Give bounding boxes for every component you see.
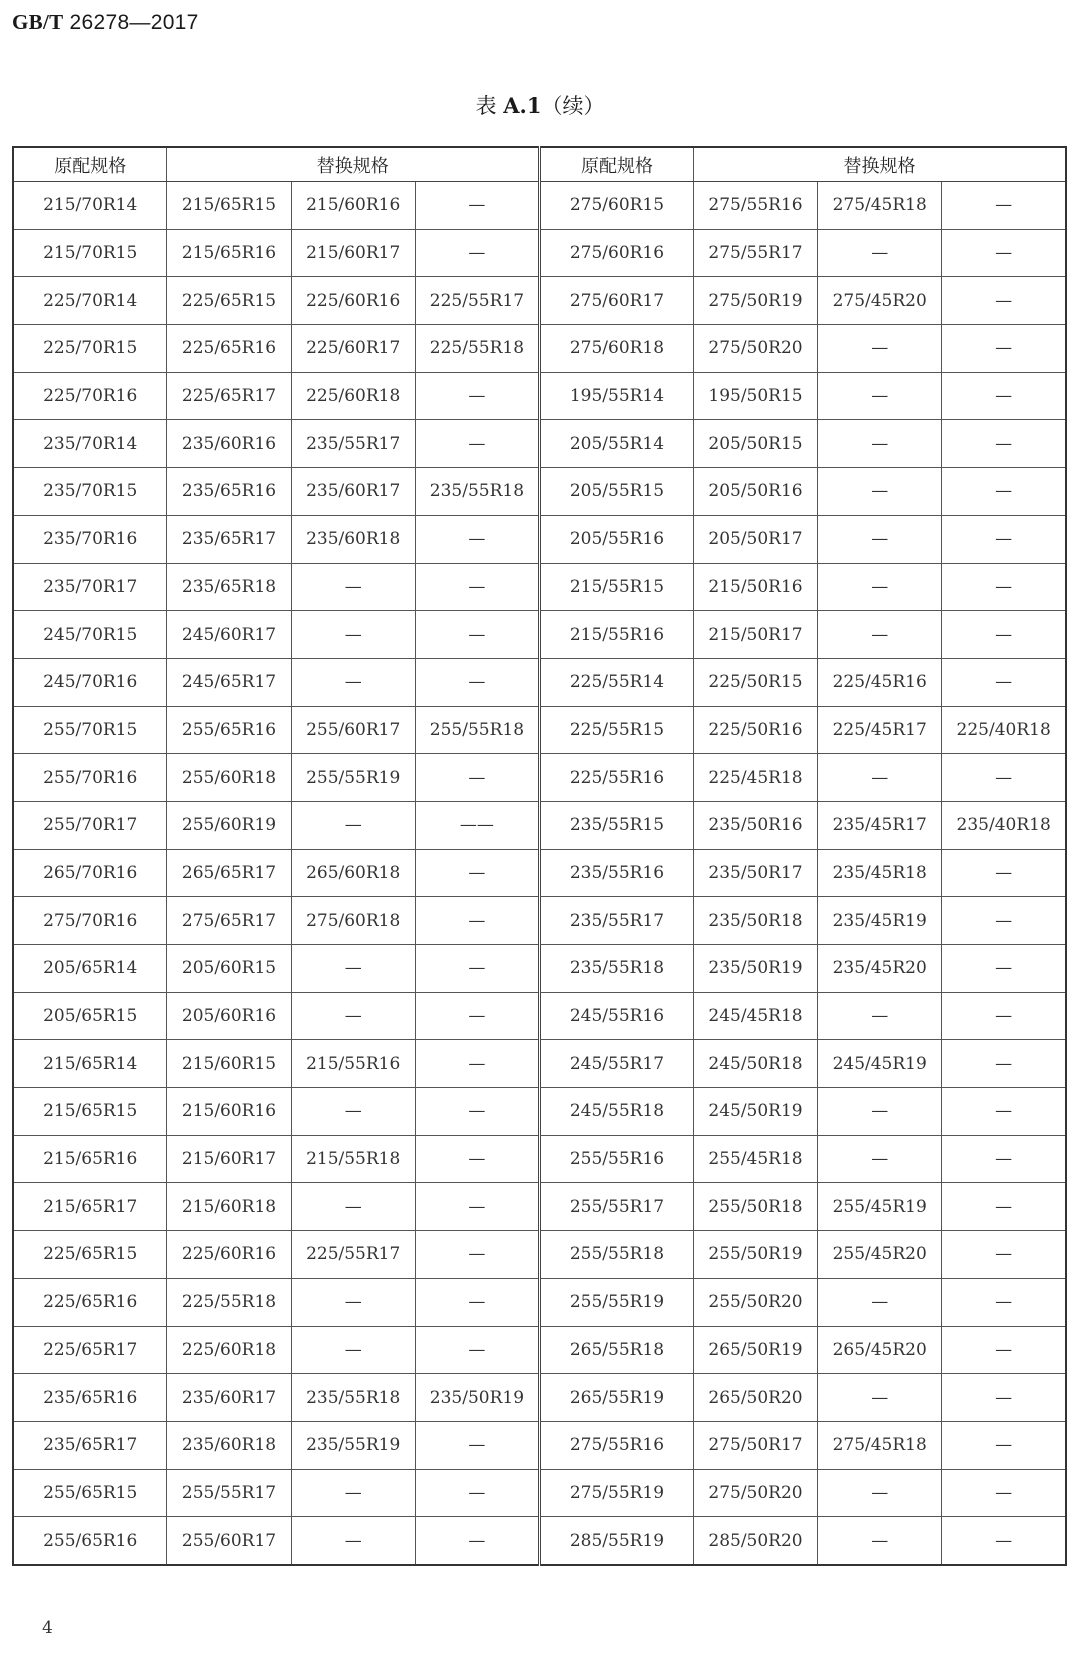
replacement-spec-cell-right: — bbox=[818, 1088, 942, 1136]
replacement-spec-cell-right: — bbox=[942, 229, 1066, 277]
replacement-spec-cell-right: 255/50R20 bbox=[693, 1278, 817, 1326]
replacement-spec-cell-left: 235/55R17 bbox=[291, 420, 415, 468]
table-title-suffix: （续） bbox=[541, 94, 605, 118]
replacement-spec-cell-right: — bbox=[942, 754, 1066, 802]
replacement-spec-cell-left: 205/60R16 bbox=[167, 992, 291, 1040]
replacement-spec-cell-right: 255/45R20 bbox=[818, 1231, 942, 1279]
replacement-spec-cell-left: 255/55R19 bbox=[291, 754, 415, 802]
replacement-spec-cell-left: 225/65R17 bbox=[167, 372, 291, 420]
original-spec-cell-right: 275/60R16 bbox=[540, 229, 694, 277]
table-header-row bbox=[13, 147, 1066, 182]
replacement-spec-cell-right: 275/50R17 bbox=[693, 1421, 817, 1469]
replacement-spec-cell-left: 235/60R17 bbox=[291, 468, 415, 516]
replacement-spec-cell-right: — bbox=[818, 1135, 942, 1183]
table-row bbox=[13, 658, 1066, 706]
replacement-spec-cell-right: — bbox=[942, 897, 1066, 945]
replacement-spec-cell-right: — bbox=[818, 420, 942, 468]
replacement-spec-cell-right: 275/50R20 bbox=[693, 1469, 817, 1517]
replacement-spec-cell-left: — bbox=[415, 420, 539, 468]
replacement-spec-cell-left: 225/60R16 bbox=[167, 1231, 291, 1279]
table-row bbox=[13, 277, 1066, 325]
replacement-spec-cell-right: 245/45R19 bbox=[818, 1040, 942, 1088]
replacement-spec-cell-right: — bbox=[942, 945, 1066, 993]
replacement-spec-cell-right: — bbox=[818, 468, 942, 516]
replacement-spec-cell-right: 275/45R18 bbox=[818, 182, 942, 230]
table-row bbox=[13, 229, 1066, 277]
original-spec-cell-right: 235/55R17 bbox=[540, 897, 694, 945]
original-spec-cell-right: 225/55R14 bbox=[540, 658, 694, 706]
original-spec-cell-right: 205/55R16 bbox=[540, 515, 694, 563]
replacement-spec-cell-right: — bbox=[942, 515, 1066, 563]
replacement-spec-cell-left: — bbox=[291, 801, 415, 849]
replacement-spec-cell-right: — bbox=[818, 1517, 942, 1565]
table-row bbox=[13, 1135, 1066, 1183]
original-spec-cell-left: 255/70R16 bbox=[13, 754, 167, 802]
original-spec-cell-left: 255/65R15 bbox=[13, 1469, 167, 1517]
replacement-spec-cell-right: 275/45R18 bbox=[818, 1421, 942, 1469]
replacement-spec-cell-right: — bbox=[942, 1278, 1066, 1326]
replacement-spec-cell-left: —— bbox=[415, 801, 539, 849]
replacement-spec-cell-left: — bbox=[415, 1421, 539, 1469]
replacement-spec-cell-left: 215/65R15 bbox=[167, 182, 291, 230]
original-spec-cell-left: 235/65R16 bbox=[13, 1374, 167, 1422]
replacement-spec-cell-right: 255/45R18 bbox=[693, 1135, 817, 1183]
original-spec-cell-right: 245/55R18 bbox=[540, 1088, 694, 1136]
standard-code bbox=[12, 10, 199, 35]
replacement-spec-cell-right: — bbox=[818, 325, 942, 373]
original-spec-cell-left: 225/70R16 bbox=[13, 372, 167, 420]
replacement-spec-cell-left: — bbox=[415, 897, 539, 945]
replacement-spec-cell-left: 225/55R17 bbox=[415, 277, 539, 325]
original-spec-cell-right: 205/55R14 bbox=[540, 420, 694, 468]
replacement-spec-cell-right: 215/50R17 bbox=[693, 611, 817, 659]
original-spec-cell-left: 255/70R17 bbox=[13, 801, 167, 849]
replacement-spec-cell-left: — bbox=[415, 1040, 539, 1088]
replacement-spec-cell-left: — bbox=[415, 563, 539, 611]
table-row bbox=[13, 849, 1066, 897]
replacement-spec-cell-left: 235/65R18 bbox=[167, 563, 291, 611]
table-row bbox=[13, 1278, 1066, 1326]
table-row bbox=[13, 1183, 1066, 1231]
replacement-spec-cell-left: 265/60R18 bbox=[291, 849, 415, 897]
replacement-spec-cell-right: — bbox=[818, 1374, 942, 1422]
replacement-spec-cell-right: 235/40R18 bbox=[942, 801, 1066, 849]
replacement-spec-cell-left: 215/60R17 bbox=[291, 229, 415, 277]
replacement-spec-cell-right: 255/50R18 bbox=[693, 1183, 817, 1231]
replacement-spec-cell-right: 255/50R19 bbox=[693, 1231, 817, 1279]
replacement-spec-cell-left: 235/60R17 bbox=[167, 1374, 291, 1422]
replacement-spec-cell-left: 215/65R16 bbox=[167, 229, 291, 277]
original-spec-cell-left: 235/70R15 bbox=[13, 468, 167, 516]
original-spec-cell-left: 245/70R16 bbox=[13, 658, 167, 706]
replacement-spec-cell-left: 265/65R17 bbox=[167, 849, 291, 897]
replacement-spec-cell-left: — bbox=[415, 515, 539, 563]
replacement-spec-cell-left: — bbox=[291, 1088, 415, 1136]
replacement-spec-cell-right: — bbox=[942, 658, 1066, 706]
replacement-spec-cell-left: — bbox=[291, 563, 415, 611]
original-spec-cell-right: 225/55R16 bbox=[540, 754, 694, 802]
replacement-spec-cell-left: 225/60R16 bbox=[291, 277, 415, 325]
replacement-spec-cell-left: 235/60R18 bbox=[167, 1421, 291, 1469]
replacement-spec-cell-right: 205/50R16 bbox=[693, 468, 817, 516]
original-spec-cell-right: 275/60R18 bbox=[540, 325, 694, 373]
replacement-spec-cell-left: — bbox=[415, 1088, 539, 1136]
replacement-spec-cell-left: — bbox=[415, 1469, 539, 1517]
replacement-spec-cell-left: 205/60R15 bbox=[167, 945, 291, 993]
replacement-spec-cell-right: — bbox=[942, 1183, 1066, 1231]
replacement-spec-cell-left: 255/65R16 bbox=[167, 706, 291, 754]
original-spec-cell-left: 215/70R14 bbox=[13, 182, 167, 230]
replacement-spec-cell-left: 275/60R18 bbox=[291, 897, 415, 945]
replacement-spec-cell-right: 225/45R17 bbox=[818, 706, 942, 754]
replacement-spec-cell-left: 215/60R18 bbox=[167, 1183, 291, 1231]
original-spec-cell-right: 245/55R16 bbox=[540, 992, 694, 1040]
table-row bbox=[13, 1421, 1066, 1469]
original-spec-cell-right: 255/55R18 bbox=[540, 1231, 694, 1279]
replacement-spec-cell-left: — bbox=[415, 1517, 539, 1565]
replacement-spec-cell-right: 195/50R15 bbox=[693, 372, 817, 420]
replacement-spec-cell-right: — bbox=[818, 563, 942, 611]
replacement-spec-cell-right: 285/50R20 bbox=[693, 1517, 817, 1565]
replacement-spec-cell-left: 255/55R17 bbox=[167, 1469, 291, 1517]
replacement-spec-cell-left: 215/60R16 bbox=[167, 1088, 291, 1136]
replacement-spec-cell-right: — bbox=[818, 754, 942, 802]
replacement-spec-cell-left: 235/55R19 bbox=[291, 1421, 415, 1469]
original-spec-cell-left: 225/65R16 bbox=[13, 1278, 167, 1326]
replacement-spec-cell-right: — bbox=[942, 1231, 1066, 1279]
replacement-spec-cell-right: 265/45R20 bbox=[818, 1326, 942, 1374]
replacement-spec-cell-left: — bbox=[291, 1469, 415, 1517]
replacement-spec-cell-left: — bbox=[415, 1231, 539, 1279]
replacement-spec-cell-left: 245/60R17 bbox=[167, 611, 291, 659]
original-spec-cell-left: 225/65R17 bbox=[13, 1326, 167, 1374]
original-spec-cell-right: 215/55R16 bbox=[540, 611, 694, 659]
original-spec-cell-right: 215/55R15 bbox=[540, 563, 694, 611]
table-title-number: A.1 bbox=[503, 93, 542, 118]
original-spec-cell-right: 285/55R19 bbox=[540, 1517, 694, 1565]
replacement-spec-cell-right: 235/45R17 bbox=[818, 801, 942, 849]
replacement-spec-cell-left: 215/55R18 bbox=[291, 1135, 415, 1183]
replacement-spec-cell-left: — bbox=[415, 849, 539, 897]
table-row bbox=[13, 1469, 1066, 1517]
table-row bbox=[13, 325, 1066, 373]
replacement-spec-cell-right: 235/50R18 bbox=[693, 897, 817, 945]
original-spec-cell-right: 235/55R15 bbox=[540, 801, 694, 849]
replacement-spec-cell-right: 245/50R19 bbox=[693, 1088, 817, 1136]
original-spec-cell-right: 275/60R17 bbox=[540, 277, 694, 325]
original-spec-cell-left: 215/65R17 bbox=[13, 1183, 167, 1231]
original-spec-cell-right: 275/55R16 bbox=[540, 1421, 694, 1469]
replacement-spec-cell-left: 225/55R17 bbox=[291, 1231, 415, 1279]
replacement-spec-cell-left: — bbox=[415, 182, 539, 230]
table-row bbox=[13, 1374, 1066, 1422]
original-spec-cell-left: 255/65R16 bbox=[13, 1517, 167, 1565]
original-spec-cell-left: 275/70R16 bbox=[13, 897, 167, 945]
replacement-spec-cell-left: 225/65R15 bbox=[167, 277, 291, 325]
replacement-spec-cell-right: — bbox=[942, 1326, 1066, 1374]
replacement-spec-cell-left: — bbox=[291, 1326, 415, 1374]
replacement-spec-cell-left: — bbox=[415, 1326, 539, 1374]
replacement-spec-cell-right: 235/45R18 bbox=[818, 849, 942, 897]
replacement-spec-cell-right: 205/50R17 bbox=[693, 515, 817, 563]
replacement-spec-cell-right: 225/40R18 bbox=[942, 706, 1066, 754]
standard-prefix: GB/T bbox=[12, 10, 64, 34]
replacement-spec-cell-right: — bbox=[942, 611, 1066, 659]
table-row bbox=[13, 1231, 1066, 1279]
replacement-spec-cell-left: 225/60R17 bbox=[291, 325, 415, 373]
replacement-spec-cell-left: — bbox=[291, 611, 415, 659]
replacement-spec-cell-right: 225/50R16 bbox=[693, 706, 817, 754]
replacement-spec-cell-left: 235/55R18 bbox=[291, 1374, 415, 1422]
replacement-spec-cell-right: — bbox=[942, 1517, 1066, 1565]
table-row bbox=[13, 563, 1066, 611]
replacement-spec-cell-right: — bbox=[942, 277, 1066, 325]
replacement-spec-cell-left: — bbox=[415, 372, 539, 420]
replacement-spec-cell-right: 245/45R18 bbox=[693, 992, 817, 1040]
original-spec-cell-right: 235/55R16 bbox=[540, 849, 694, 897]
replacement-spec-cell-right: — bbox=[818, 229, 942, 277]
replacement-spec-cell-right: — bbox=[942, 182, 1066, 230]
replacement-spec-cell-right: — bbox=[942, 1040, 1066, 1088]
replacement-spec-cell-right: — bbox=[818, 992, 942, 1040]
header-original-right: 原配规格 bbox=[540, 147, 694, 182]
original-spec-cell-right: 205/55R15 bbox=[540, 468, 694, 516]
replacement-spec-cell-left: 215/60R17 bbox=[167, 1135, 291, 1183]
replacement-spec-cell-left: 225/60R18 bbox=[291, 372, 415, 420]
original-spec-cell-right: 255/55R17 bbox=[540, 1183, 694, 1231]
replacement-spec-cell-left: — bbox=[415, 1135, 539, 1183]
replacement-spec-cell-right: 275/55R16 bbox=[693, 182, 817, 230]
replacement-spec-cell-right: — bbox=[942, 420, 1066, 468]
replacement-spec-cell-right: 235/50R17 bbox=[693, 849, 817, 897]
replacement-spec-cell-right: — bbox=[942, 1374, 1066, 1422]
original-spec-cell-left: 205/65R14 bbox=[13, 945, 167, 993]
page-number: 4 bbox=[42, 1618, 53, 1638]
replacement-spec-cell-right: — bbox=[818, 372, 942, 420]
replacement-spec-cell-left: — bbox=[291, 992, 415, 1040]
replacement-spec-cell-left: — bbox=[415, 945, 539, 993]
table-row bbox=[13, 372, 1066, 420]
replacement-spec-cell-left: 235/60R16 bbox=[167, 420, 291, 468]
header-replacement-right: 替换规格 bbox=[693, 147, 1066, 182]
replacement-spec-cell-left: 245/65R17 bbox=[167, 658, 291, 706]
replacement-spec-cell-right: 235/50R19 bbox=[693, 945, 817, 993]
table-row bbox=[13, 801, 1066, 849]
table-title bbox=[0, 90, 1080, 120]
original-spec-cell-left: 225/70R14 bbox=[13, 277, 167, 325]
original-spec-cell-left: 215/70R15 bbox=[13, 229, 167, 277]
table-row bbox=[13, 945, 1066, 993]
replacement-spec-cell-right: 245/50R18 bbox=[693, 1040, 817, 1088]
replacement-spec-cell-left: — bbox=[415, 992, 539, 1040]
replacement-spec-cell-left: 255/60R17 bbox=[291, 706, 415, 754]
replacement-spec-cell-left: 235/55R18 bbox=[415, 468, 539, 516]
original-spec-cell-right: 275/60R15 bbox=[540, 182, 694, 230]
replacement-spec-cell-left: — bbox=[291, 1183, 415, 1231]
original-spec-cell-right: 225/55R15 bbox=[540, 706, 694, 754]
original-spec-cell-left: 235/70R17 bbox=[13, 563, 167, 611]
replacement-spec-cell-right: 235/45R19 bbox=[818, 897, 942, 945]
replacement-spec-cell-left: 225/55R18 bbox=[415, 325, 539, 373]
replacement-spec-cell-left: 255/60R17 bbox=[167, 1517, 291, 1565]
original-spec-cell-left: 255/70R15 bbox=[13, 706, 167, 754]
replacement-spec-cell-right: 265/50R19 bbox=[693, 1326, 817, 1374]
original-spec-cell-right: 265/55R19 bbox=[540, 1374, 694, 1422]
replacement-spec-cell-left: — bbox=[291, 658, 415, 706]
replacement-spec-cell-right: 275/50R19 bbox=[693, 277, 817, 325]
replacement-spec-cell-right: 275/55R17 bbox=[693, 229, 817, 277]
replacement-spec-cell-left: 255/60R19 bbox=[167, 801, 291, 849]
replacement-spec-cell-right: — bbox=[942, 1135, 1066, 1183]
replacement-spec-cell-left: 235/50R19 bbox=[415, 1374, 539, 1422]
replacement-spec-cell-left: 215/60R15 bbox=[167, 1040, 291, 1088]
original-spec-cell-right: 255/55R19 bbox=[540, 1278, 694, 1326]
original-spec-cell-left: 235/70R14 bbox=[13, 420, 167, 468]
replacement-spec-cell-right: 255/45R19 bbox=[818, 1183, 942, 1231]
table-body bbox=[13, 182, 1066, 1565]
table-row bbox=[13, 706, 1066, 754]
replacement-spec-cell-left: 235/65R16 bbox=[167, 468, 291, 516]
replacement-spec-cell-left: 225/60R18 bbox=[167, 1326, 291, 1374]
table-row bbox=[13, 897, 1066, 945]
replacement-spec-cell-right: — bbox=[818, 515, 942, 563]
replacement-spec-cell-right: 225/50R15 bbox=[693, 658, 817, 706]
original-spec-cell-left: 245/70R15 bbox=[13, 611, 167, 659]
table-row bbox=[13, 992, 1066, 1040]
replacement-spec-cell-left: 215/60R16 bbox=[291, 182, 415, 230]
original-spec-cell-left: 215/65R14 bbox=[13, 1040, 167, 1088]
replacement-spec-cell-left: — bbox=[415, 229, 539, 277]
replacement-spec-cell-left: 225/65R16 bbox=[167, 325, 291, 373]
replacement-spec-cell-left: 255/60R18 bbox=[167, 754, 291, 802]
replacement-spec-cell-left: — bbox=[415, 611, 539, 659]
replacement-spec-cell-left: 235/60R18 bbox=[291, 515, 415, 563]
original-spec-cell-left: 205/65R15 bbox=[13, 992, 167, 1040]
replacement-spec-cell-left: — bbox=[291, 1278, 415, 1326]
replacement-spec-cell-right: 225/45R16 bbox=[818, 658, 942, 706]
table-row bbox=[13, 468, 1066, 516]
original-spec-cell-left: 215/65R16 bbox=[13, 1135, 167, 1183]
replacement-spec-cell-right: 275/45R20 bbox=[818, 277, 942, 325]
header-original-left: 原配规格 bbox=[13, 147, 167, 182]
table-row bbox=[13, 1517, 1066, 1565]
replacement-spec-cell-left: 225/55R18 bbox=[167, 1278, 291, 1326]
replacement-spec-cell-left: — bbox=[415, 1183, 539, 1231]
replacement-spec-cell-right: — bbox=[942, 1088, 1066, 1136]
replacement-spec-cell-left: 255/55R18 bbox=[415, 706, 539, 754]
original-spec-cell-left: 235/65R17 bbox=[13, 1421, 167, 1469]
replacement-spec-cell-right: — bbox=[942, 468, 1066, 516]
original-spec-cell-left: 225/65R15 bbox=[13, 1231, 167, 1279]
table-row bbox=[13, 1088, 1066, 1136]
replacement-spec-cell-right: — bbox=[942, 1469, 1066, 1517]
original-spec-cell-left: 235/70R16 bbox=[13, 515, 167, 563]
replacement-spec-cell-right: 265/50R20 bbox=[693, 1374, 817, 1422]
replacement-spec-cell-left: — bbox=[415, 658, 539, 706]
original-spec-cell-left: 215/65R15 bbox=[13, 1088, 167, 1136]
table-row bbox=[13, 515, 1066, 563]
original-spec-cell-right: 255/55R16 bbox=[540, 1135, 694, 1183]
original-spec-cell-left: 225/70R15 bbox=[13, 325, 167, 373]
table-row bbox=[13, 1326, 1066, 1374]
replacement-spec-cell-left: 215/55R16 bbox=[291, 1040, 415, 1088]
header-replacement-left: 替换规格 bbox=[167, 147, 540, 182]
replacement-spec-cell-right: — bbox=[818, 611, 942, 659]
replacement-spec-cell-left: 275/65R17 bbox=[167, 897, 291, 945]
replacement-spec-cell-right: 205/50R15 bbox=[693, 420, 817, 468]
replacement-spec-cell-right: 275/50R20 bbox=[693, 325, 817, 373]
replacement-spec-cell-right: — bbox=[942, 1421, 1066, 1469]
standard-number: 26278—2017 bbox=[69, 11, 199, 34]
table-title-prefix: 表 bbox=[475, 94, 497, 118]
table-row bbox=[13, 420, 1066, 468]
replacement-spec-cell-left: — bbox=[415, 754, 539, 802]
replacement-spec-cell-right: 215/50R16 bbox=[693, 563, 817, 611]
replacement-spec-cell-left: — bbox=[291, 1517, 415, 1565]
original-spec-cell-left: 265/70R16 bbox=[13, 849, 167, 897]
replacement-spec-cell-right: 235/45R20 bbox=[818, 945, 942, 993]
original-spec-cell-right: 195/55R14 bbox=[540, 372, 694, 420]
original-spec-cell-right: 265/55R18 bbox=[540, 1326, 694, 1374]
replacement-spec-cell-right: — bbox=[942, 325, 1066, 373]
original-spec-cell-right: 275/55R19 bbox=[540, 1469, 694, 1517]
table-row bbox=[13, 754, 1066, 802]
replacement-spec-cell-left: — bbox=[415, 1278, 539, 1326]
replacement-spec-cell-right: — bbox=[818, 1278, 942, 1326]
replacement-spec-cell-right: — bbox=[942, 563, 1066, 611]
tire-spec-table bbox=[12, 146, 1067, 1566]
replacement-spec-cell-right: — bbox=[818, 1469, 942, 1517]
table-row bbox=[13, 611, 1066, 659]
replacement-spec-cell-right: — bbox=[942, 849, 1066, 897]
replacement-spec-cell-right: 225/45R18 bbox=[693, 754, 817, 802]
original-spec-cell-right: 245/55R17 bbox=[540, 1040, 694, 1088]
replacement-spec-cell-right: 235/50R16 bbox=[693, 801, 817, 849]
original-spec-cell-right: 235/55R18 bbox=[540, 945, 694, 993]
replacement-spec-cell-left: 235/65R17 bbox=[167, 515, 291, 563]
table-row bbox=[13, 182, 1066, 230]
replacement-spec-cell-right: — bbox=[942, 992, 1066, 1040]
replacement-spec-cell-left: — bbox=[291, 945, 415, 993]
replacement-spec-cell-right: — bbox=[942, 372, 1066, 420]
table-row bbox=[13, 1040, 1066, 1088]
